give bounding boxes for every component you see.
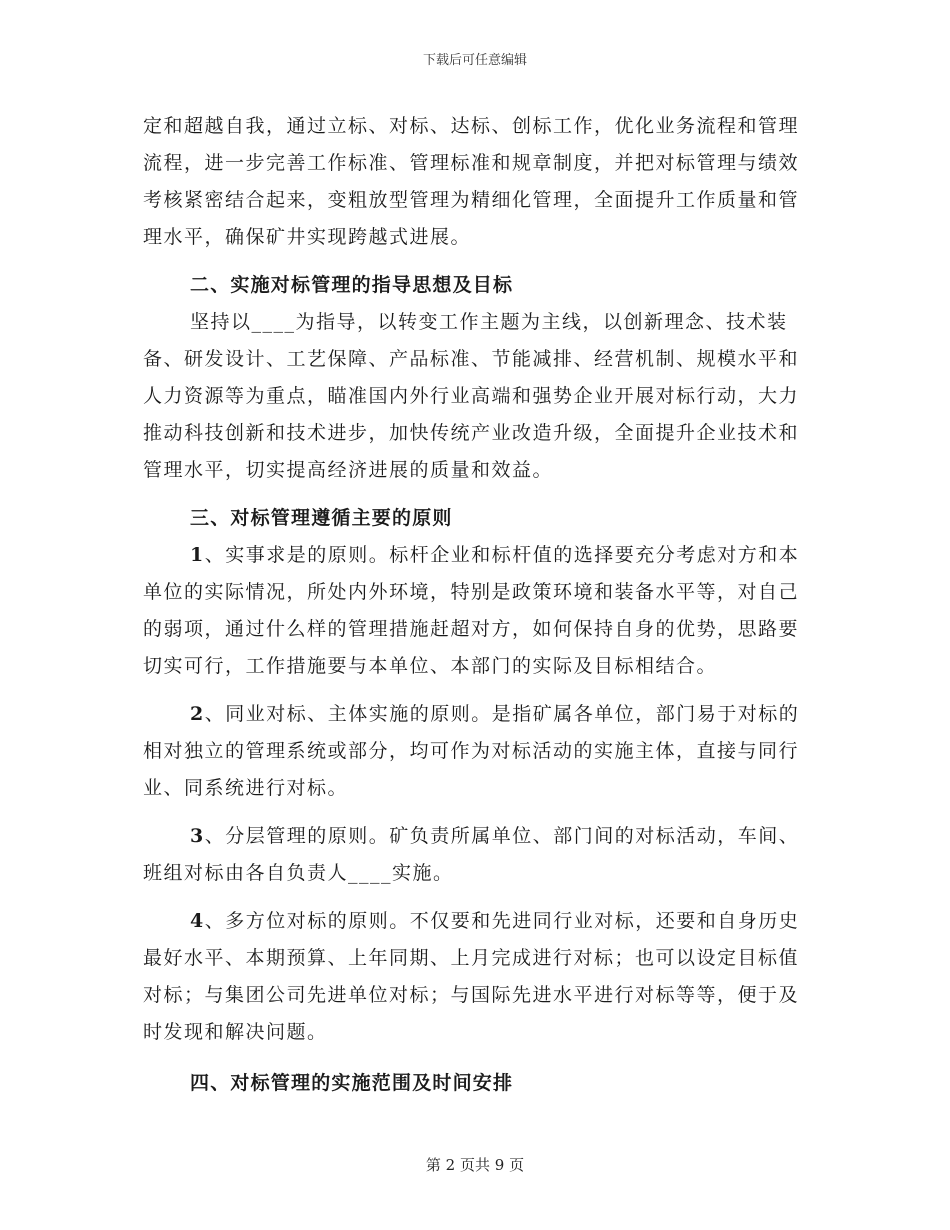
principle-number-1: 1 xyxy=(190,544,205,566)
paragraph-guiding-ideas: 坚持以____为指导，以转变工作主题为主线，以创新理念、技术装备、研发设计、工艺保障、产品标准、节能减排、经营机制、规模水平和人力资源等为重点，瞄准国内外行业高端和强势企业开展对标行动，大力推动科技创新和技术进步，加快传统产业改造升级，全面提升企业技术和管理水平，切实提高经济进展的质量和效益。 xyxy=(143,311,800,481)
page-header: 下载后可任意编辑 xyxy=(422,53,527,68)
principle-number-2: 2 xyxy=(190,703,205,725)
section-heading-2: 二、实施对标管理的指导思想及目标 xyxy=(190,274,514,296)
page-footer: 第 2 页共 9 页 xyxy=(425,1156,525,1174)
principle-text-1: 、实事求是的原则。标杆企业和标杆值的选择要充分考虑对方和本单位的实际情况，所处内外环境，特别是政策环境和装备水平等，对自己的弱项，通过什么样的管理措施赶超对方，如何保持自身的优势，思路要切实可行，工作措施要与本单位、本部门的实际及目标相结合。 xyxy=(143,544,800,677)
principle-number-4: 4 xyxy=(190,910,205,932)
principle-text-3: 、分层管理的原则。矿负责所属单位、部门间的对标活动，车间、班组对标由各自负责人____实施。 xyxy=(143,825,800,884)
principle-item-2 xyxy=(143,696,811,807)
paragraph-continuation: 定和超越自我，通过立标、对标、达标、创标工作，优化业务流程和管理流程，进一步完善工作标准、管理标准和规章制度，并把对标管理与绩效考核紧密结合起来，变粗放型管理为精细化管理，全面提升工作质量和管理水平，确保矿井实现跨越式进展。 xyxy=(143,115,800,248)
principle-item-1 xyxy=(143,537,811,685)
section-heading-3: 三、对标管理遵循主要的原则 xyxy=(190,507,453,529)
principle-text-4: 、多方位对标的原则。不仅要和先进同行业对标，还要和自身历史最好水平、本期预算、上年同期、上月完成进行对标；也可以设定目标值对标；与集团公司先进单位对标；与国际先进水平进行对标等等，便于及时发现和解决问题。 xyxy=(143,910,800,1043)
principle-item-3 xyxy=(143,818,811,892)
principle-number-3: 3 xyxy=(190,825,205,847)
document-body xyxy=(143,108,811,1102)
principle-item-4 xyxy=(143,903,811,1051)
principle-text-2: 、同业对标、主体实施的原则。是指矿属各单位，部门易于对标的相对独立的管理系统或部分，均可作为对标活动的实施主体，直接与同行业、同系统进行对标。 xyxy=(143,703,800,799)
section-heading-4: 四、对标管理的实施范围及时间安排 xyxy=(190,1072,514,1094)
